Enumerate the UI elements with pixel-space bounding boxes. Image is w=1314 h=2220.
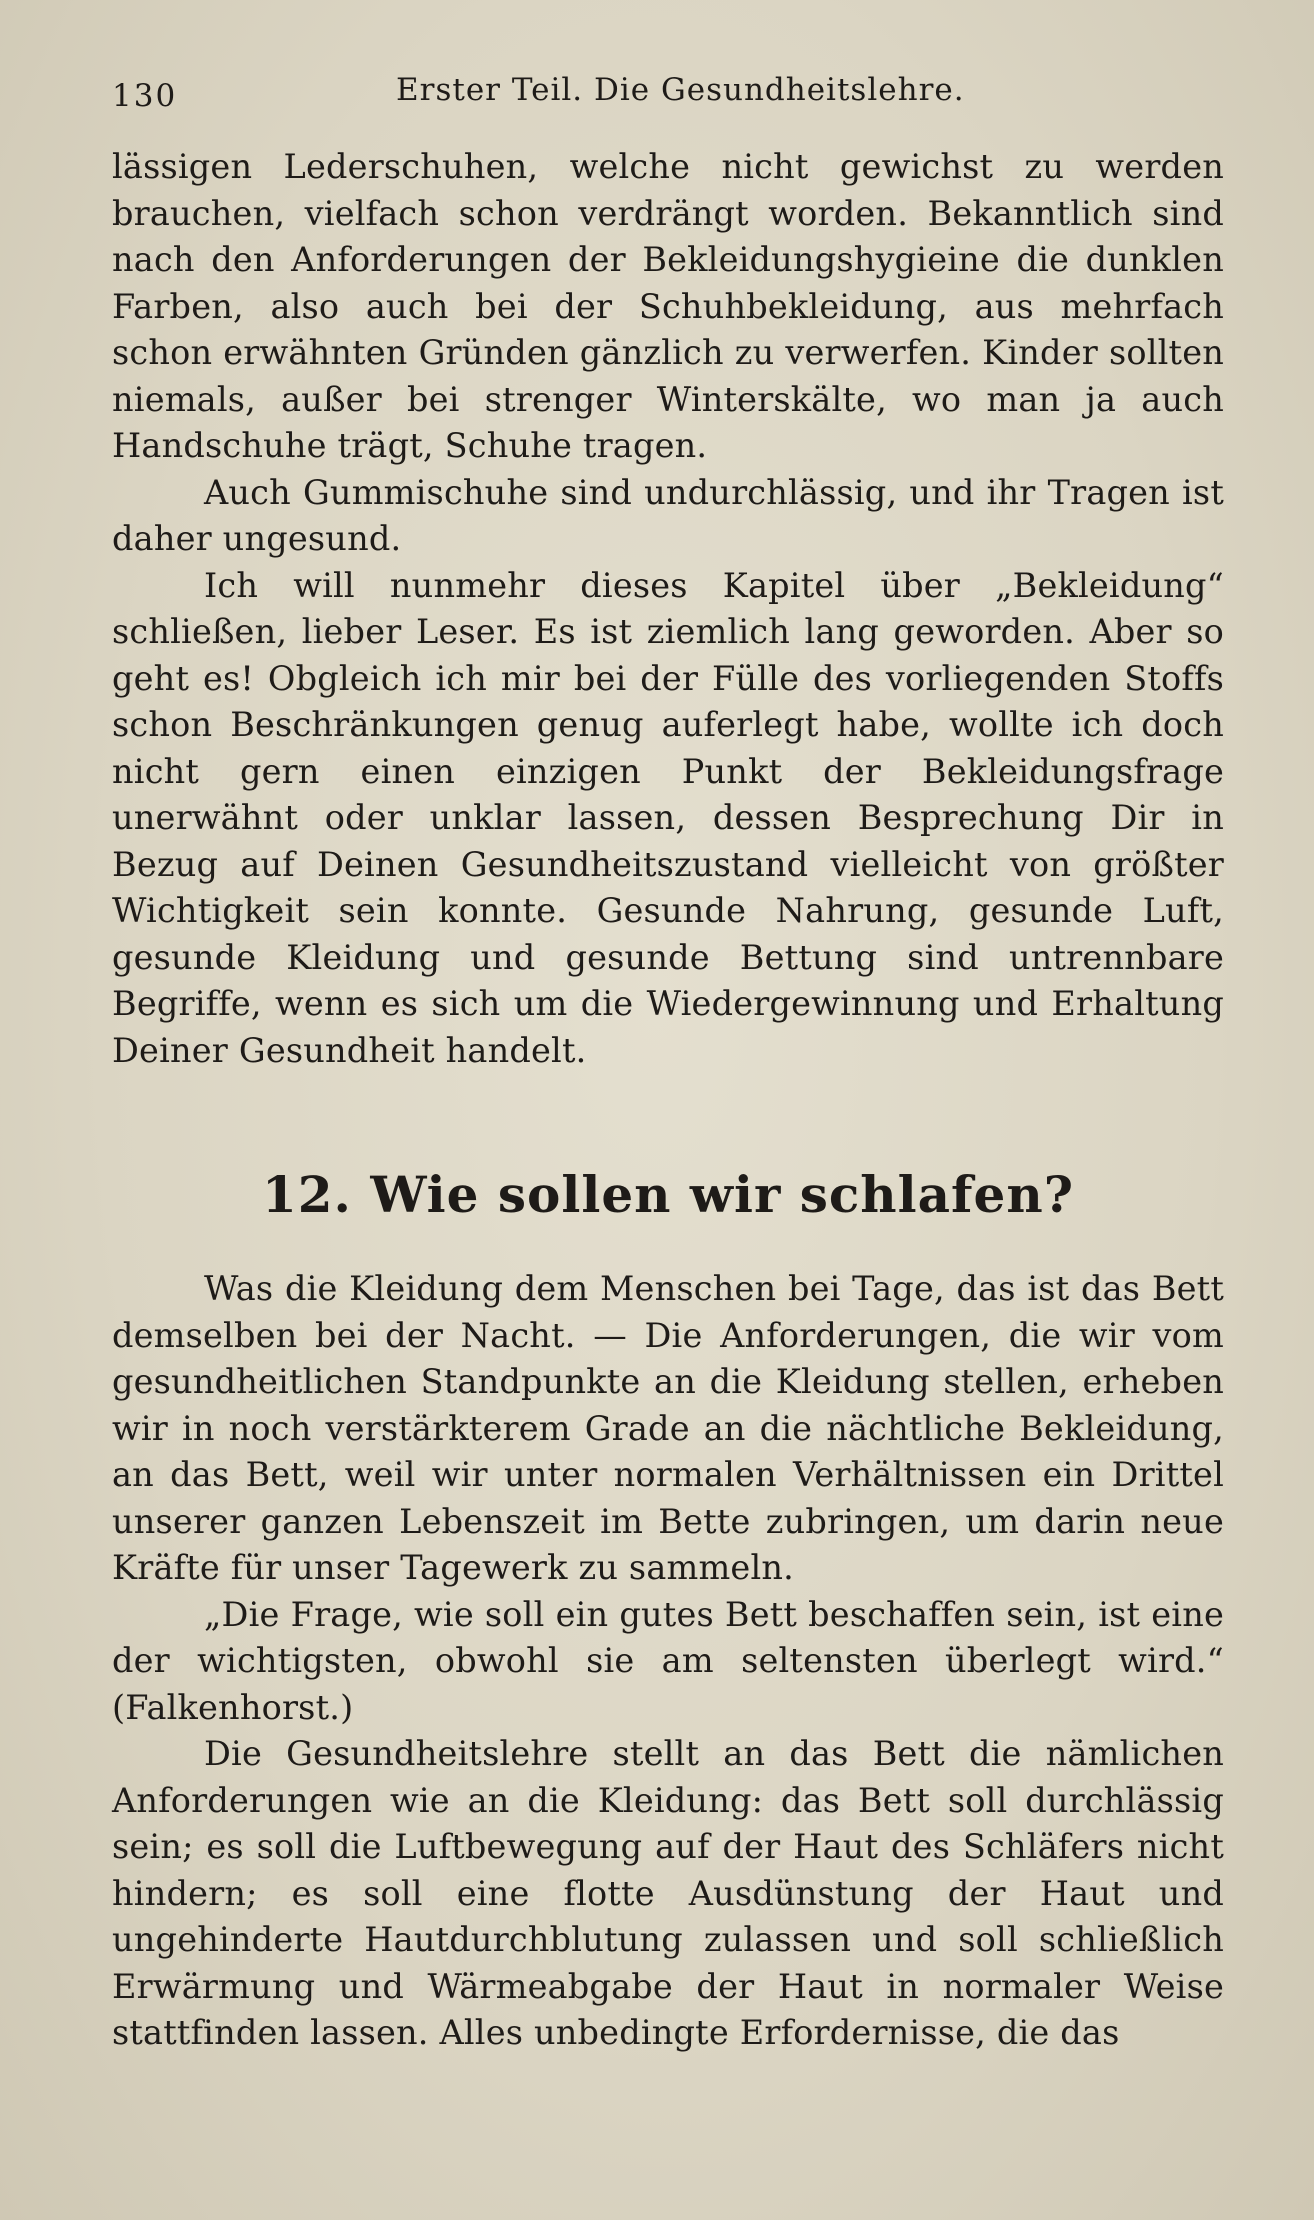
paragraph: „Die Frage, wie soll ein gutes Bett beschaffen sein, ist eine der wichtigsten, obwohl sie am seltensten überlegt wird.“ (Falkenhorst.) bbox=[112, 1594, 1224, 1727]
chapter-heading: 12. Wie sollen wir schlafen? bbox=[261, 1165, 1075, 1224]
paragraph: Was die Kleidung dem Menschen bei Tage, das ist das Bett demselben bei der Nacht. — Die Anforderungen, die wir vom gesundheitlichen Standpunkte an die Kleidung stellen, erheben wir in noch verstärkterem Grade an die nächtliche Bekleidung, an das Bett, weil wir unter normalen Verhältnissen ein Drittel unserer ganzen Lebenszeit im Bette zubringen, um darin neue Kräfte für unser Tagewerk zu sammeln. bbox=[112, 1269, 1224, 1587]
paragraph: lässigen Lederschuhen, welche nicht gewichst zu werden brauchen, vielfach schon verdrängt worden. Bekanntlich sind nach den Anforderungen der Bekleidungshygieine die dunklen Farben, also auch bei der Schuhbekleidung, aus mehrfach schon erwähnten Gründen gänzlich zu verwerfen. Kinder sollten niemals, außer bei strenger Winterskälte, wo man ja auch Handschuhe trägt, Schuhe tragen. bbox=[112, 147, 1224, 465]
page-header bbox=[112, 72, 1224, 128]
paragraph: Die Gesundheitslehre stellt an das Bett die nämlichen Anforderungen wie an die Kleidung: das Bett soll durchlässig sein; es soll die Luftbewegung auf der Haut des Schläfers nicht hindern; es soll eine flotte Ausdünstung der Haut und ungehinderte Hautdurchblutung zulassen und soll schließlich Erwärmung und Wärmeabgabe der Haut in normaler Weise stattfinden lassen. Alles unbedingte Erfordernisse, die das bbox=[112, 1734, 1224, 2052]
page-number: 130 bbox=[112, 78, 178, 114]
paragraph: Ich will nunmehr dieses Kapitel über „Bekleidung“ schließen, lieber Leser. Es ist ziemlich lang geworden. Aber so geht es! Obgleich ich mir bei der Fülle des vorliegenden Stoffs schon Beschränkungen genug auferlegt habe, wollte ich doch nicht gern einen einzigen Punkt der Bekleidungsfrage unerwähnt oder unklar lassen, dessen Besprechung Dir in Bezug auf Deinen Gesundheitszustand vielleicht von größter Wichtigkeit sein konnte. Gesunde Nahrung, gesunde Luft, gesunde Kleidung und gesunde Bettung sind untrennbare Begriffe, wenn es sich um die Wiedergewinnung und Erhaltung Deiner Gesundheit handelt. bbox=[112, 565, 1224, 1070]
running-head: Erster Teil. Die Gesundheitslehre. bbox=[396, 72, 965, 108]
body-text-top bbox=[112, 144, 1224, 1074]
paragraph: Auch Gummischuhe sind undurchlässig, und ihr Tragen ist daher ungesund. bbox=[112, 472, 1224, 558]
body-text-bottom bbox=[112, 1266, 1224, 2057]
